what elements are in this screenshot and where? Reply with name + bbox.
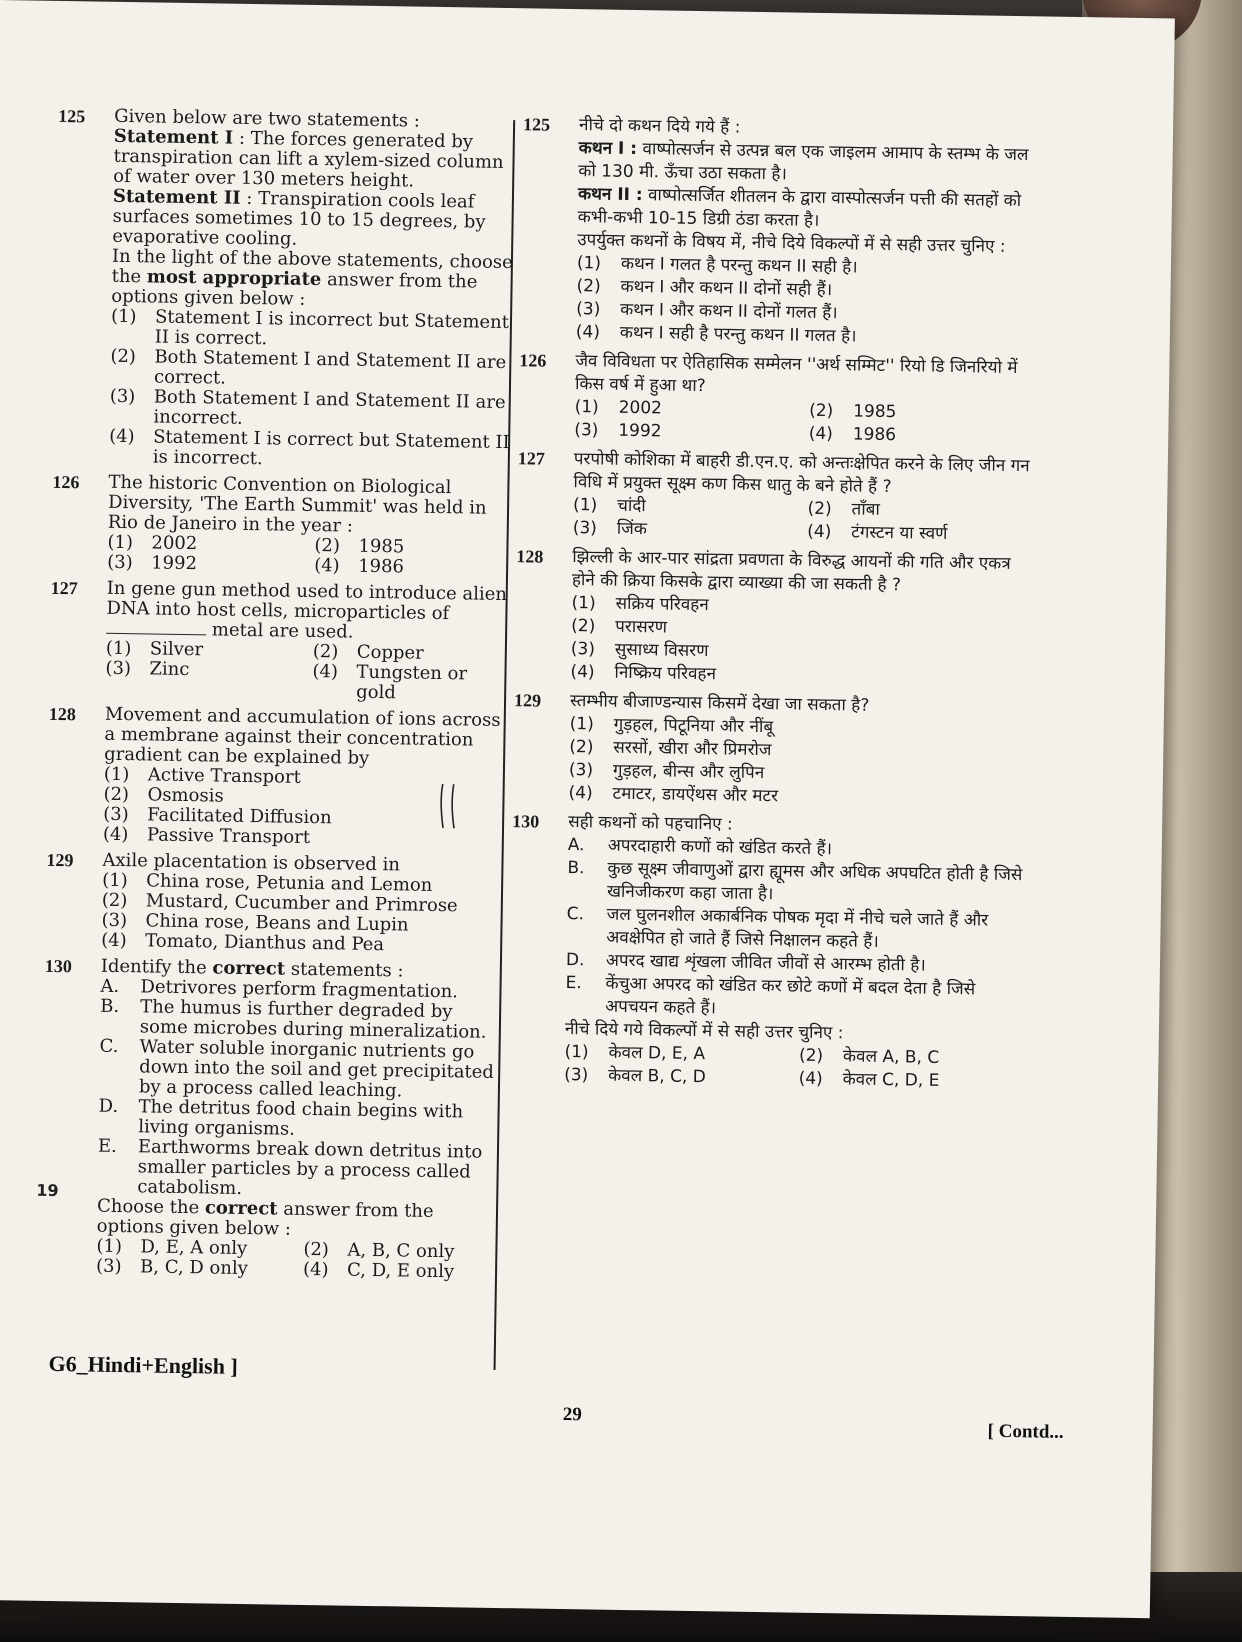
question-number: 130 xyxy=(44,955,72,977)
option-number: (3) xyxy=(109,385,136,408)
instruction-text: In the light of the above statements, choose the xyxy=(111,245,513,288)
item-letter: A. xyxy=(100,975,120,997)
option-number: (2) xyxy=(110,345,137,368)
option-text: Copper xyxy=(356,641,424,664)
option-text: कथन I और कथन II दोनों सही हैं। xyxy=(620,276,833,301)
item-text: The detritus food chain begins with living organisms. xyxy=(138,1096,464,1140)
option-text: केवल A, B, C xyxy=(842,1046,940,1068)
page-number: 29 xyxy=(562,1404,583,1426)
options-grid xyxy=(574,396,1034,449)
instruction-bold: most appropriate xyxy=(146,266,322,291)
question-stem: The historic Convention on Biological Diversity, 'The Earth Summit' was held in Rio de Janeiro in the year : xyxy=(107,471,487,537)
option-number: (3) xyxy=(101,909,128,932)
option-text: ताँबा xyxy=(851,499,880,520)
option-text: Osmosis xyxy=(147,784,224,807)
question-stem xyxy=(106,579,511,645)
question-129-hi xyxy=(512,689,1029,812)
question-number: 129 xyxy=(46,849,74,871)
option-text: Zinc xyxy=(149,658,190,681)
question-stem: झिल्ली के आर-पार सांद्रता प्रवणता के विरुद्ध आयनों की गति और एकत्र होने की क्रिया किसके द्वारा व्याख्या की जा सकती है ? xyxy=(571,547,1011,596)
statement-2-label: कथन II : xyxy=(577,184,643,206)
question-130-hi xyxy=(508,810,1027,1094)
continued-label: [ Contd... xyxy=(987,1420,1064,1443)
question-number: 125 xyxy=(522,114,551,135)
option xyxy=(303,1260,500,1283)
statement-1-text: वाष्पोत्सर्जन से उत्पन्न बल एक जाइलम आमाप के स्तम्भ के जल को 130 मी. ऊँचा उठा सकता है। xyxy=(578,139,1029,185)
statement-item xyxy=(565,972,1025,1025)
option-number: (3) xyxy=(103,803,129,826)
option-text: 1992 xyxy=(151,552,198,575)
option-number: (3) xyxy=(572,518,598,539)
option-number: (4) xyxy=(575,322,601,343)
stem-text: Identify the xyxy=(100,955,207,979)
option-number: (3) xyxy=(576,299,601,320)
option-number: (4) xyxy=(312,660,339,683)
option-text: केवल C, D, E xyxy=(842,1069,940,1091)
booklet-code: G6_Hindi+English ] xyxy=(48,1350,238,1379)
option-number: (1) xyxy=(110,305,137,328)
option-number: (2) xyxy=(312,640,339,663)
statement-item xyxy=(97,1137,502,1203)
option-text: Both Statement I and Statement II are correct. xyxy=(153,346,507,389)
option xyxy=(96,1257,293,1280)
question-stem: स्तम्भीय बीजाण्डन्यास किसमें देखा जा सकता है? xyxy=(569,691,870,716)
option-number: (2) xyxy=(103,783,130,806)
item-letter: C. xyxy=(566,904,585,925)
item-letter: C. xyxy=(99,1035,119,1057)
options-grid xyxy=(105,639,510,705)
option xyxy=(564,1064,789,1091)
option xyxy=(574,419,799,446)
option-text: परासरण xyxy=(615,616,668,638)
question-126-en xyxy=(51,472,513,579)
item-text: जल घुलनशील अकार्बनिक पोषक मृदा में नीचे चले जाते हैं और अवक्षेपित हो जाते हैं जिसे निक्षालन कहते हैं। xyxy=(606,904,989,952)
option-text: Tungsten or gold xyxy=(356,661,468,704)
option-text: Mustard, Cucumber and Primrose xyxy=(145,890,458,917)
item-letter: E. xyxy=(97,1135,118,1157)
answer-blank xyxy=(106,619,206,636)
option-number: (3) xyxy=(107,551,133,574)
option xyxy=(105,659,303,702)
option-number: (1) xyxy=(574,397,599,418)
question-126-hi xyxy=(518,349,1034,449)
option-number: (4) xyxy=(102,823,129,846)
option-number: (4) xyxy=(108,425,135,448)
options-grid xyxy=(96,1237,501,1283)
question-number: 129 xyxy=(513,690,542,711)
option-number: (1) xyxy=(105,637,132,660)
question-127-en xyxy=(49,578,511,705)
item-text: The humus is further degraded by some microbes during mineralization. xyxy=(139,996,487,1043)
statement-2-text: : Transpiration cools leaf surfaces sometimes 10 to 15 degrees, by evaporative cooling. xyxy=(112,187,486,250)
option-text: 2002 xyxy=(618,397,663,419)
option-text: C, D, E only xyxy=(346,1259,455,1283)
item-letter: B. xyxy=(100,995,120,1017)
item-letter: A. xyxy=(567,835,585,856)
question-128-hi xyxy=(514,545,1031,691)
option-number: (4) xyxy=(570,662,595,683)
option-text: 1992 xyxy=(618,420,662,442)
question-129-en xyxy=(45,850,507,957)
option-number: (3) xyxy=(105,657,132,680)
option xyxy=(314,556,511,579)
option-number: (3) xyxy=(568,760,594,781)
item-text: केंचुआ अपरद को खंडित कर छोटे कणों में बदल देता है जिसे अपचयन कहते हैं। xyxy=(605,973,976,1019)
option-number: (3) xyxy=(574,420,599,441)
item-text: Detrivores perform fragmentation. xyxy=(140,976,459,1003)
question-number: 125 xyxy=(58,105,86,127)
statement-item xyxy=(566,903,1026,956)
item-text: कुछ सूक्ष्म जीवाणुओं द्वारा ह्यूमस और अधिक अपघटित होती है जिसे खनिजीकरण कहा जाता है। xyxy=(606,858,1023,905)
question-number: 127 xyxy=(517,448,546,469)
option xyxy=(573,517,798,544)
option xyxy=(312,662,510,705)
option-number: (4) xyxy=(302,1258,329,1281)
item-text: Water soluble inorganic nutrients go down into the soil and get precipitated by a process called leaching. xyxy=(138,1036,495,1102)
option-text: कथन I गलत है परन्तु कथन II सही है। xyxy=(620,253,858,278)
option-text: China rose, Petunia and Lemon xyxy=(146,870,433,896)
option-number: (1) xyxy=(564,1041,589,1063)
option-text: Facilitated Diffusion xyxy=(147,804,332,829)
statement-2 xyxy=(577,183,1037,236)
option-number: (4) xyxy=(101,929,127,952)
option-number: (4) xyxy=(807,521,832,543)
instruction-text: answer from the options given below : xyxy=(111,269,478,310)
statement-2-text: वाष्पोत्सर्जित शीतलन के द्वारा वास्पोत्सर्जन पत्ती की सतहों को कभी-कभी 10-15 डिग्री ठंडा करता है। xyxy=(577,185,1022,231)
stem-text: Choose the xyxy=(96,1195,200,1219)
question-intro: नीचे दो कथन दिये गये हैं : xyxy=(578,115,741,138)
option-text: सरसों, खीरा और प्रिमरोज xyxy=(613,737,772,761)
option-text: China rose, Beans and Lupin xyxy=(145,910,409,936)
option-text: Passive Transport xyxy=(146,824,311,848)
option-text: 2002 xyxy=(151,532,198,555)
option-text: Both Statement I and Statement II are incorrect. xyxy=(153,386,506,429)
item-letter: D. xyxy=(98,1095,119,1117)
option-text: Tomato, Dianthus and Pea xyxy=(145,930,385,956)
option-number: (1) xyxy=(103,763,130,786)
stem-text: statements : xyxy=(290,958,404,982)
option-number: (3) xyxy=(570,639,596,660)
item-text: अपरद खाद्य शृंखला जीवित जीवों से आरम्भ होती है। xyxy=(605,950,926,976)
stem-text: In gene gun method used to introduce alien DNA into host cells, microparticles of xyxy=(106,577,508,625)
question-intro: Given below are two statements : xyxy=(114,105,421,132)
option xyxy=(809,423,1034,450)
statement-1-label: कथन I : xyxy=(578,138,638,160)
question-127-hi xyxy=(517,447,1033,547)
option-text: B, C, D only xyxy=(139,1256,249,1280)
option-number: (2) xyxy=(571,616,596,637)
option-text: जिंक xyxy=(616,518,648,540)
option-text: 1985 xyxy=(358,535,405,558)
option-number: (1) xyxy=(572,495,598,516)
question-number: 126 xyxy=(52,471,80,493)
question-number: 128 xyxy=(516,546,544,567)
option xyxy=(807,521,1032,548)
option-number: (2) xyxy=(576,276,601,297)
option-text: D, E, A only xyxy=(140,1236,248,1260)
statement-1 xyxy=(113,127,518,193)
item-text: Earthworms break down detritus into smaller particles by a process called catabolism. xyxy=(137,1136,483,1199)
option-text: केवल D, E, A xyxy=(608,1042,706,1065)
stem-bold: correct xyxy=(212,957,286,980)
question-stem: सही कथनों को पहचानिए : xyxy=(568,812,733,835)
option-text: 1985 xyxy=(852,401,897,423)
option-number: (2) xyxy=(314,535,341,557)
option-number: (2) xyxy=(807,498,832,520)
question-instruction xyxy=(111,247,516,313)
options-grid xyxy=(107,533,512,579)
statement-1-text: : The forces generated by transpiration can lift a xylem-sized column of water over 130 meters height. xyxy=(113,127,504,192)
hindi-column xyxy=(508,113,1038,1100)
option-text: टमाटर, डायऐंथस और मटर xyxy=(612,783,779,807)
stem-text: metal are used. xyxy=(211,619,354,643)
option-number: (1) xyxy=(107,531,134,554)
statement-item xyxy=(99,1037,504,1103)
handwritten-mark xyxy=(437,782,460,830)
question-130-en xyxy=(40,956,505,1283)
option-text: Statement I is incorrect but Statement II is correct. xyxy=(154,306,510,350)
option xyxy=(109,427,514,473)
question-125-hi xyxy=(520,113,1039,351)
statement-1 xyxy=(578,137,1038,190)
item-text: अपरदाहारी कणों को खंडित करते हैं। xyxy=(607,835,833,860)
question-stem: परपोषी कोशिका में बाहरी डी.एन.ए. को अन्तःक्षेपित करने के लिए जीन गन विधि में प्रयुक्त सूक्ष्म कण किस धातु के बने होते हैं ? xyxy=(573,449,1030,498)
question-stem: जैव विविधता पर ऐतिहासिक सम्मेलन ''अर्थ सम्मिट'' रियो डि जिनरियो में किस वर्ष में हुआ था? xyxy=(574,351,1018,397)
option-text: Statement I is correct but Statement II is incorrect. xyxy=(152,426,510,470)
option xyxy=(107,553,304,576)
option-text: कथन I सही है परन्तु कथन II गलत है। xyxy=(619,322,857,347)
option-number: (1) xyxy=(102,869,128,892)
statement-2-label: Statement II xyxy=(112,185,241,209)
question-number: 128 xyxy=(48,703,76,725)
statement-2 xyxy=(112,187,517,253)
statement-item xyxy=(567,857,1027,910)
option-text: चांदी xyxy=(616,495,646,517)
option-number: (1) xyxy=(569,714,594,735)
option-number: (1) xyxy=(571,593,596,614)
option-number: (3) xyxy=(564,1064,589,1086)
option-text: सुसाध्य विसरण xyxy=(614,639,709,662)
option-number: (1) xyxy=(96,1235,123,1258)
english-column xyxy=(40,106,518,1289)
choose-instruction: नीचे दिये गये विकल्पों में से सही उत्तर चुनिए : xyxy=(564,1019,844,1044)
option-number: (2) xyxy=(101,889,128,912)
options-grid xyxy=(564,1041,1024,1094)
option-text: सक्रिय परिवहन xyxy=(615,593,709,616)
option-number: (2) xyxy=(798,1045,824,1067)
option-number: (4) xyxy=(798,1068,823,1090)
question-instruction: उपर्युक्त कथनों के विषय में, नीचे दिये विकल्पों में से सही उत्तर चुनिए : xyxy=(577,230,1006,257)
question-number: 126 xyxy=(519,350,547,371)
margin-note: 19 xyxy=(36,1180,59,1201)
option-number: (1) xyxy=(576,253,602,274)
option-text: 1986 xyxy=(357,555,405,578)
option-number: (3) xyxy=(95,1255,122,1278)
stem-text: answer from the options given below : xyxy=(96,1198,434,1240)
option-number: (2) xyxy=(303,1238,330,1261)
option-text: गुड़हल, बीन्स और लुपिन xyxy=(612,760,765,784)
question-stem: Axile placentation is observed in xyxy=(102,849,401,876)
question-number: 130 xyxy=(512,811,540,832)
option-text: Silver xyxy=(149,638,204,661)
item-letter: E. xyxy=(565,973,582,994)
option-number: (2) xyxy=(569,737,594,758)
question-number: 127 xyxy=(50,577,78,599)
option-number: (4) xyxy=(313,555,340,577)
option xyxy=(798,1068,1023,1095)
option-number: (2) xyxy=(808,400,834,422)
option-text: गुड़हल, पिटूनिया और नींबू xyxy=(613,714,774,738)
question-stem: Movement and accumulation of ions across a membrane against their concentration gradient can be explained by xyxy=(104,703,501,769)
item-letter: B. xyxy=(567,858,585,879)
option-text: निष्क्रिय परिवहन xyxy=(614,662,717,685)
stem-bold: correct xyxy=(204,1197,278,1220)
option-number: (4) xyxy=(808,423,834,445)
option-number: (4) xyxy=(568,783,593,804)
question-125-en xyxy=(53,106,519,473)
options-grid xyxy=(573,494,1033,547)
option-text: Active Transport xyxy=(147,764,301,788)
option-text: टंगस्टन या स्वर्ण xyxy=(851,522,948,544)
option-text: केवल B, C, D xyxy=(608,1065,707,1088)
option-text: कथन I और कथन II दोनों गलत हैं। xyxy=(620,299,838,324)
option-text: 1986 xyxy=(852,424,897,446)
item-letter: D. xyxy=(565,950,585,971)
option-text: A, B, C only xyxy=(347,1239,455,1263)
statement-1-label: Statement I xyxy=(113,125,234,149)
